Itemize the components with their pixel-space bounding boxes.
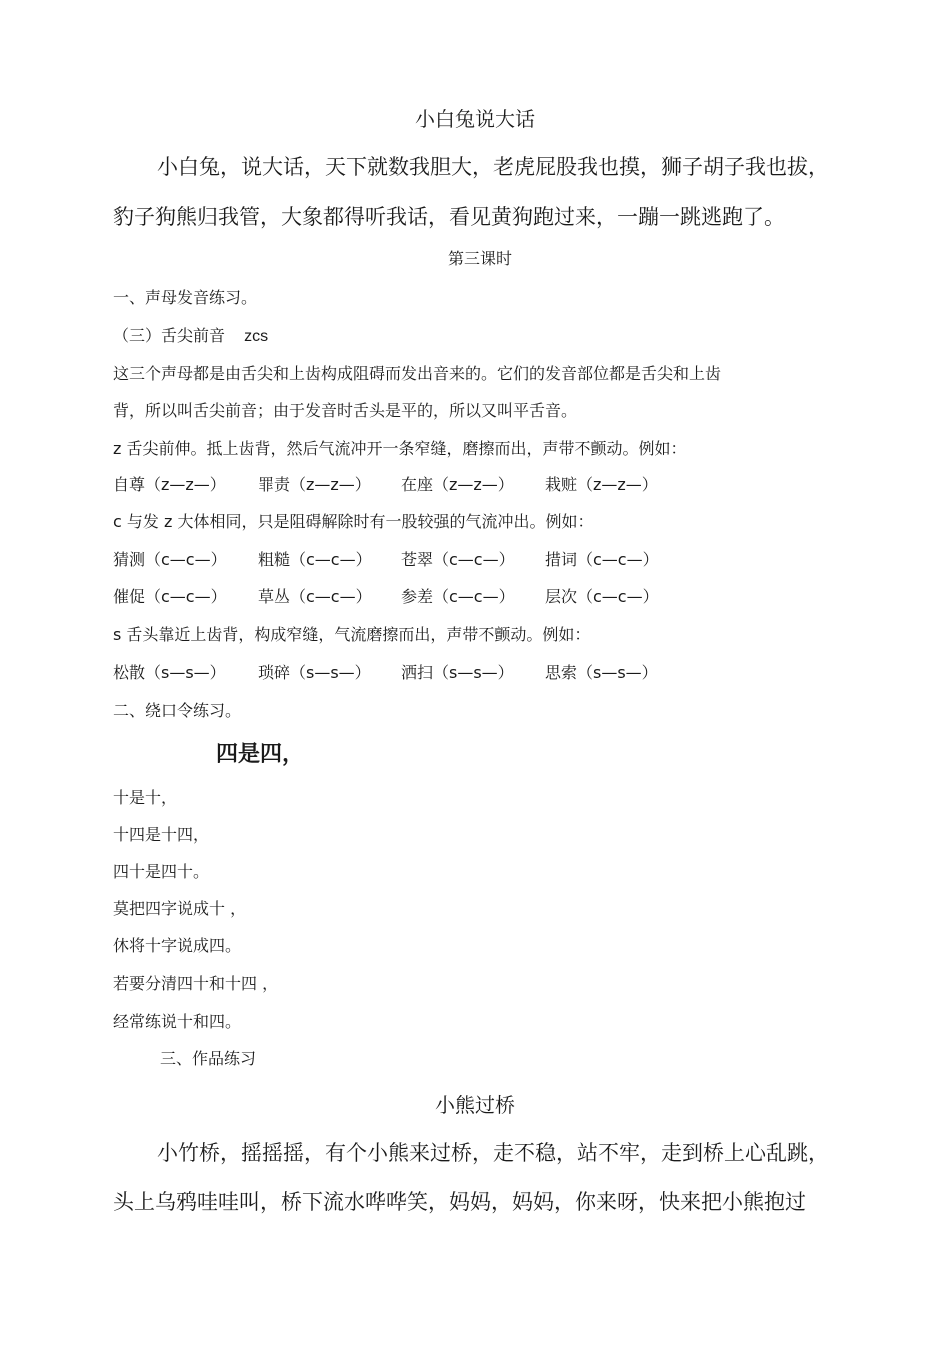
c-description: c 与发 z 大体相同，只是阻碍解除时有一股较强的气流冲出。例如：: [113, 512, 594, 531]
s-description: s 舌头靠近上齿背，构成窄缝，气流磨擦而出，声带不颤动。例如：: [113, 625, 591, 644]
section3-heading: 三、作品练习: [160, 1049, 257, 1068]
tongue-twister-line: 十四是十四，: [113, 825, 210, 844]
story2-paragraph-line1: 小竹桥，摇摇摇，有个小熊来过桥，走不稳，站不牢，走到桥上心乱跳，: [157, 1141, 829, 1165]
c-example: 粗糙（c—c—）: [258, 550, 372, 569]
c-example: 苍翠（c—c—）: [401, 550, 515, 569]
c-example: 层次（c—c—）: [545, 587, 659, 606]
intro-line2: 背，所以叫舌尖前音；由于发音时舌头是平的，所以又叫平舌音。: [113, 401, 578, 420]
tongue-twister-line: 经常练说十和四。: [113, 1012, 242, 1031]
tongue-twister-line: 莫把四字说成十 ，: [113, 899, 247, 918]
c-example: 措词（c—c—）: [545, 550, 659, 569]
subsection-letters: zcs: [244, 328, 269, 345]
z-example: 栽赃（z—z—）: [545, 475, 658, 494]
tongue-twister-line: 十是十，: [113, 788, 178, 807]
z-example: 罪责（z—z—）: [258, 475, 371, 494]
tongue-twister-line: 四十是四十。: [113, 862, 210, 881]
s-example: 思索（s—s—）: [545, 663, 658, 682]
s-example: 琐碎（s—s—）: [258, 663, 371, 682]
tongue-twister-line: 若要分清四十和十四 ，: [113, 974, 279, 993]
section2-heading: 二、绕口令练习。: [113, 701, 242, 720]
story1-title: 小白兔说大话: [415, 107, 535, 131]
s-example: 松散（s—s—）: [113, 663, 226, 682]
s-example: 洒扫（s—s—）: [401, 663, 514, 682]
section1-heading: 一、声母发音练习。: [113, 288, 258, 307]
c-example: 催促（c—c—）: [113, 587, 227, 606]
story1-paragraph-line1: 小白兔，说大话，天下就数我胆大，老虎屁股我也摸，狮子胡子我也拔，: [157, 155, 829, 179]
subsection-label: （三）舌尖前音: [113, 326, 226, 345]
c-example: 参差（c—c—）: [401, 587, 515, 606]
tongue-twister-first-line: 四是四，: [216, 742, 305, 767]
story1-paragraph-line2: 豹子狗熊归我管，大象都得听我话，看见黄狗跑过来，一蹦一跳逃跑了。: [113, 205, 785, 229]
z-example: 自尊（z—z—）: [113, 475, 226, 494]
intro-line1: 这三个声母都是由舌尖和上齿构成阻碍而发出音来的。它们的发音部位都是舌尖和上齿: [113, 364, 722, 383]
lesson-heading: 第三课时: [448, 249, 513, 268]
z-example: 在座（z—z—）: [401, 475, 514, 494]
c-example: 草丛（c—c—）: [258, 587, 372, 606]
tongue-twister-line: 休将十字说成四。: [113, 936, 242, 955]
c-example: 猜测（c—c—）: [113, 550, 227, 569]
subsection-heading: [113, 328, 268, 345]
z-description: z 舌尖前伸。抵上齿背，然后气流冲开一条窄缝，磨擦而出，声带不颤动。例如：: [113, 439, 687, 458]
story2-paragraph-line2: 头上乌鸦哇哇叫，桥下流水哗哗笑，妈妈，妈妈，你来呀，快来把小熊抱过: [113, 1190, 806, 1214]
story2-title: 小熊过桥: [435, 1093, 515, 1117]
